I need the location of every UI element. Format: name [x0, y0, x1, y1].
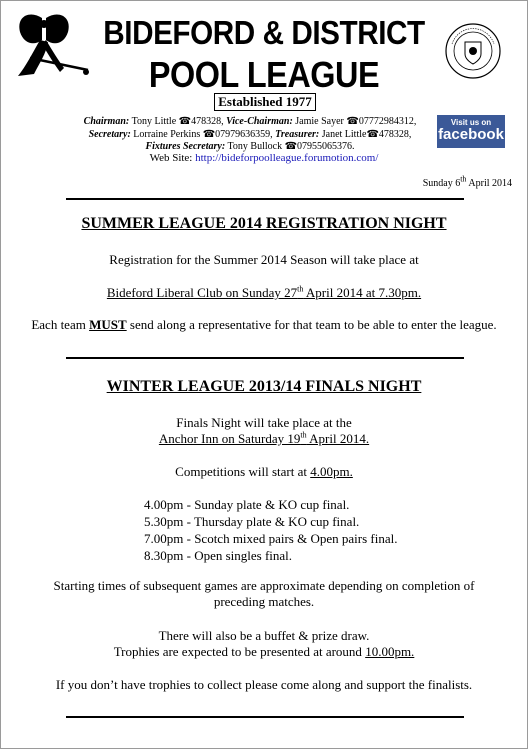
secretary-name: Lorraine Perkins ☎07979636359,: [133, 128, 273, 140]
winter-para-4: There will also be a buffet & prize draw. Trophies are expected to be presented at around 10.00pm.: [113, 628, 415, 659]
chairman-label: Chairman:: [83, 116, 130, 127]
must-emphasis: MUST: [89, 317, 127, 332]
issue-date: Sunday 6th April 2014: [422, 174, 512, 189]
treasurer-name: Janet Little☎478328,: [321, 128, 412, 140]
winter-para-1: Finals Night will take place at the Anchor Inn on Saturday 19th April 2014.: [158, 415, 370, 446]
summer-para-2: Bideford Liberal Club on Sunday 27th April 2014 at 7.30pm.: [106, 284, 422, 300]
facebook-logo-text: facebook: [438, 126, 504, 143]
winter-heading: WINTER LEAGUE 2013/14 FINALS NIGHT: [106, 378, 422, 395]
schedule-item: 7.00pm - Scotch mixed pairs & Open pairs final.: [144, 531, 398, 546]
divider-bottom: [66, 716, 464, 718]
vice-chairman-label: Vice-Chairman:: [226, 116, 293, 127]
officers-block: [40, 116, 460, 154]
facebook-visit-text: Visit us on: [450, 118, 492, 127]
established-badge: Established 1977: [214, 93, 316, 111]
website-link[interactable]: http://bideforpoolleague.forumotion.com/: [195, 152, 379, 164]
start-time: 4.00pm.: [310, 464, 353, 479]
vice-chairman-name: Jamie Sayer ☎07772984312,: [295, 116, 417, 127]
summer-para-1: Registration for the Summer 2014 Season will take place at: [109, 252, 419, 267]
website-line: [0, 152, 528, 164]
chairman-name: Tony Little ☎478328,: [131, 116, 224, 127]
divider-top: [66, 198, 464, 200]
winter-para-5: If you don’t have trophies to collect please come along and support the finalists.: [55, 677, 473, 692]
league-title-line1: BIDEFORD & DISTRICT: [103, 14, 425, 51]
schedule-item: 8.30pm - Open singles final.: [144, 548, 293, 563]
fixtures-secretary-label: Fixtures Secretary:: [145, 141, 226, 152]
fixtures-secretary-name: Tony Bullock ☎07955065376.: [227, 141, 355, 152]
winter-para-3: Starting times of subsequent games are approximate depending on completion of preceding matches.: [53, 578, 475, 609]
schedule-item: 4.00pm - Sunday plate & KO cup final.: [144, 497, 350, 512]
schedule-item: 5.30pm - Thursday plate & KO cup final.: [144, 514, 360, 529]
treasurer-label: Treasurer:: [275, 128, 320, 140]
secretary-label: Secretary:: [88, 128, 131, 140]
summer-para-3: Each team MUST send along a representative for that team to be able to enter the league.: [31, 317, 497, 332]
trophy-time: 10.00pm.: [365, 644, 415, 659]
facebook-button[interactable]: [437, 115, 505, 148]
league-title-line2: POOL LEAGUE: [148, 54, 380, 95]
divider-middle: [66, 357, 464, 359]
winter-para-2: Competitions will start at 4.00pm.: [175, 464, 353, 479]
association-seal-logo: [444, 22, 502, 80]
summer-heading: SUMMER LEAGUE 2014 REGISTRATION NIGHT: [81, 215, 447, 232]
website-label: Web Site:: [149, 152, 193, 164]
finals-schedule: [144, 496, 397, 564]
